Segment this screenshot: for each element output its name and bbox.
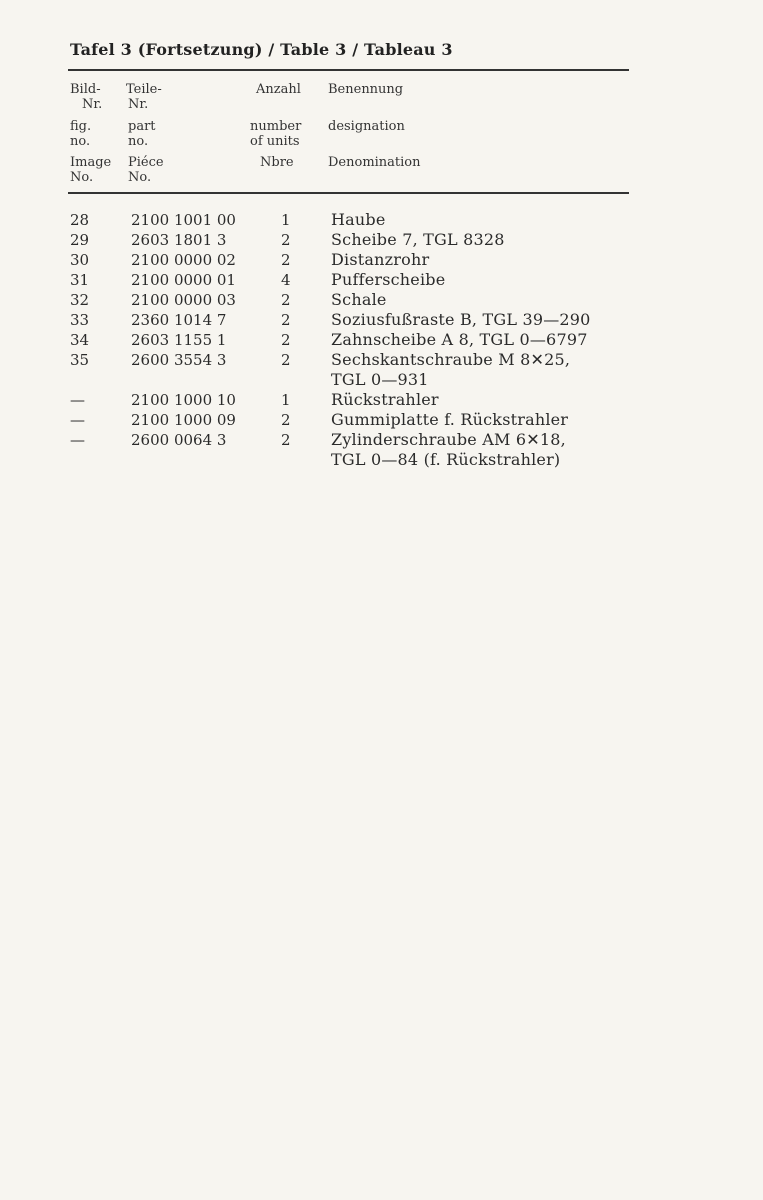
- part-no: 2100 1000 10: [131, 391, 236, 409]
- quantity: 2: [281, 331, 291, 349]
- quantity: 2: [281, 231, 291, 249]
- part-no: 2100 0000 03: [131, 291, 236, 309]
- fig-no: 34: [70, 331, 90, 349]
- designation: Gummiplatte f. Rückstrahler: [331, 410, 569, 429]
- part-no: 2603 1155 1: [131, 331, 227, 349]
- col4-de-1: Benennung: [328, 82, 404, 97]
- designation: Soziusfußraste B, TGL 39—290: [331, 310, 591, 329]
- part-no: 2600 3554 3: [131, 351, 227, 369]
- designation: Pufferscheibe: [331, 270, 446, 289]
- col2-en-2: no.: [128, 134, 149, 149]
- col1-fr-1: Image: [70, 155, 112, 170]
- top-rule: [68, 69, 629, 71]
- designation: Distanzrohr: [331, 250, 430, 269]
- header-rule: [68, 192, 629, 194]
- col1-de-1: Bild-: [70, 82, 101, 97]
- col2-fr-2: No.: [128, 170, 152, 185]
- col4-fr-1: Denomination: [328, 155, 421, 170]
- col2-de-2: Nr.: [128, 97, 149, 112]
- quantity: 2: [281, 411, 291, 429]
- quantity: 2: [281, 351, 291, 369]
- designation: Schale: [331, 290, 387, 309]
- fig-no: —: [70, 431, 85, 449]
- col3-en-2: of units: [250, 134, 300, 149]
- table-title: Tafel 3 (Fortsetzung) / Table 3 / Tableau 3: [70, 40, 453, 59]
- quantity: 2: [281, 431, 291, 449]
- col4-en-1: designation: [328, 119, 405, 134]
- col1-de-2: Nr.: [82, 97, 103, 112]
- col3-de-1: Anzahl: [256, 82, 301, 97]
- col1-fr-2: No.: [70, 170, 94, 185]
- fig-no: 33: [70, 311, 90, 329]
- quantity: 2: [281, 311, 291, 329]
- col2-en-1: part: [128, 119, 156, 134]
- quantity: 2: [281, 291, 291, 309]
- designation: TGL 0—84 (f. Rückstrahler): [331, 450, 561, 469]
- col2-fr-1: Piéce: [128, 155, 164, 170]
- quantity: 1: [281, 391, 291, 409]
- quantity: 4: [281, 271, 291, 289]
- part-no: 2360 1014 7: [131, 311, 227, 329]
- fig-no: —: [70, 391, 85, 409]
- fig-no: 29: [70, 231, 90, 249]
- quantity: 1: [281, 211, 291, 229]
- designation: Haube: [331, 210, 386, 229]
- part-no: 2100 1000 09: [131, 411, 236, 429]
- part-no: 2100 0000 01: [131, 271, 236, 289]
- part-no: 2603 1801 3: [131, 231, 227, 249]
- designation: Zylinderschraube AM 6✕18,: [331, 430, 566, 449]
- quantity: 2: [281, 251, 291, 269]
- part-no: 2100 0000 02: [131, 251, 236, 269]
- fig-no: 31: [70, 271, 90, 289]
- col3-fr-1: Nbre: [260, 155, 294, 170]
- col3-en-1: number: [250, 119, 302, 134]
- part-no: 2100 1001 00: [131, 211, 236, 229]
- fig-no: 28: [70, 211, 90, 229]
- part-no: 2600 0064 3: [131, 431, 227, 449]
- col1-en-1: fig.: [70, 119, 92, 134]
- col2-de-1: Teile-: [126, 82, 162, 97]
- fig-no: 35: [70, 351, 90, 369]
- designation: TGL 0—931: [331, 370, 429, 389]
- fig-no: —: [70, 411, 85, 429]
- designation: Zahnscheibe A 8, TGL 0—6797: [331, 330, 588, 349]
- designation: Rückstrahler: [331, 390, 439, 409]
- col1-en-2: no.: [70, 134, 91, 149]
- designation: Sechskantschraube M 8✕25,: [331, 350, 571, 369]
- designation: Scheibe 7, TGL 8328: [331, 230, 505, 249]
- fig-no: 32: [70, 291, 90, 309]
- fig-no: 30: [70, 251, 90, 269]
